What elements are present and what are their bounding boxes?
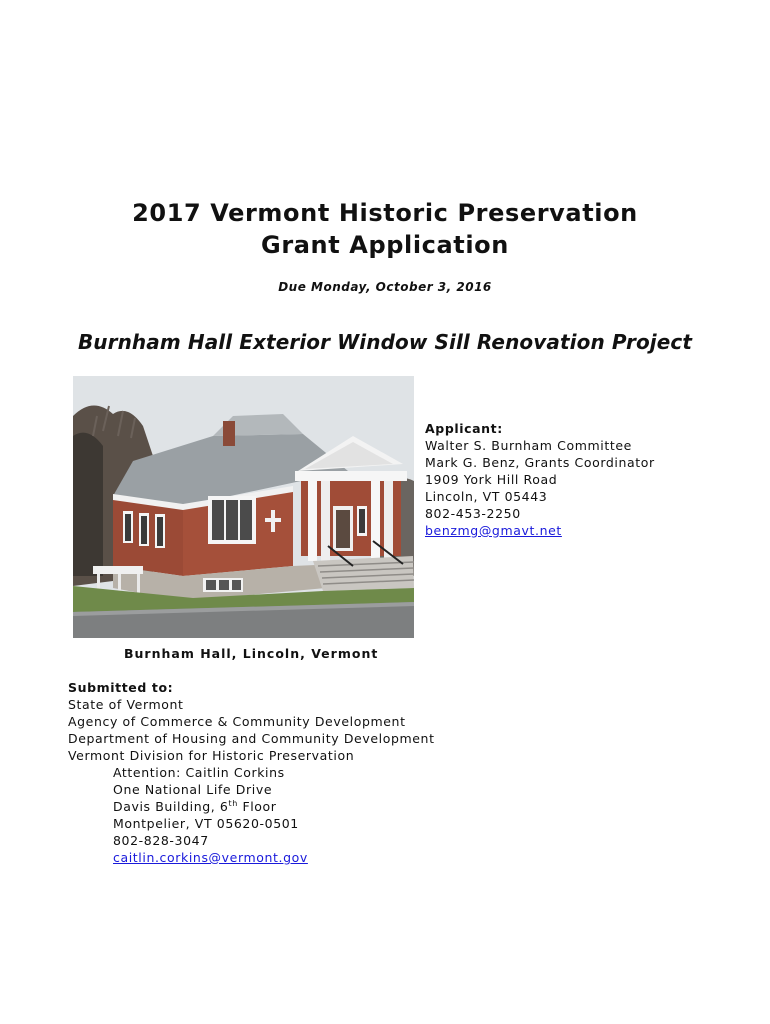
building-prefix: Davis Building, 6 — [113, 799, 229, 814]
submitted-to-attention: Attention: Caitlin Corkins — [113, 765, 285, 780]
applicant-contact: Mark G. Benz, Grants Coordinator — [425, 455, 655, 470]
applicant-phone: 802-453-2250 — [425, 506, 521, 521]
due-date: Due Monday, October 3, 2016 — [278, 280, 492, 294]
submitted-to-street: One National Life Drive — [113, 782, 273, 797]
submitted-to-heading: Submitted to: — [68, 680, 174, 695]
submitted-to-city-state-zip: Montpelier, VT 05620-0501 — [113, 816, 299, 831]
building-suffix: Floor — [237, 799, 277, 814]
project-title: Burnham Hall Exterior Window Sill Renovation Project — [77, 330, 693, 354]
submitted-to-line-4: Vermont Division for Historic Preservation — [68, 748, 355, 763]
submitted-to-line-2: Agency of Commerce & Community Development — [68, 714, 406, 729]
applicant-heading: Applicant: — [425, 421, 503, 436]
applicant-city-state-zip: Lincoln, VT 05443 — [425, 489, 548, 504]
document-title-line-1: 2017 Vermont Historic Preservation — [132, 199, 638, 227]
burnham-hall-photo — [73, 376, 414, 638]
submitted-to-block — [68, 679, 435, 866]
submitted-to-phone: 802-828-3047 — [113, 833, 209, 848]
submitted-to-line-1: State of Vermont — [68, 697, 184, 712]
applicant-organization: Walter S. Burnham Committee — [425, 438, 632, 453]
submitted-to-email-link[interactable]: caitlin.corkins@vermont.gov — [113, 850, 308, 865]
applicant-block — [425, 420, 655, 539]
submitted-to-line-3: Department of Housing and Community Development — [68, 731, 435, 746]
applicant-email-link[interactable]: benzmg@gmavt.net — [425, 523, 562, 538]
photo-caption: Burnham Hall, Lincoln, Vermont — [124, 646, 379, 661]
building-ordinal-suffix: th — [228, 798, 238, 808]
document-title-line-2: Grant Application — [261, 231, 509, 259]
submitted-to-building — [68, 798, 435, 815]
applicant-street: 1909 York Hill Road — [425, 472, 558, 487]
